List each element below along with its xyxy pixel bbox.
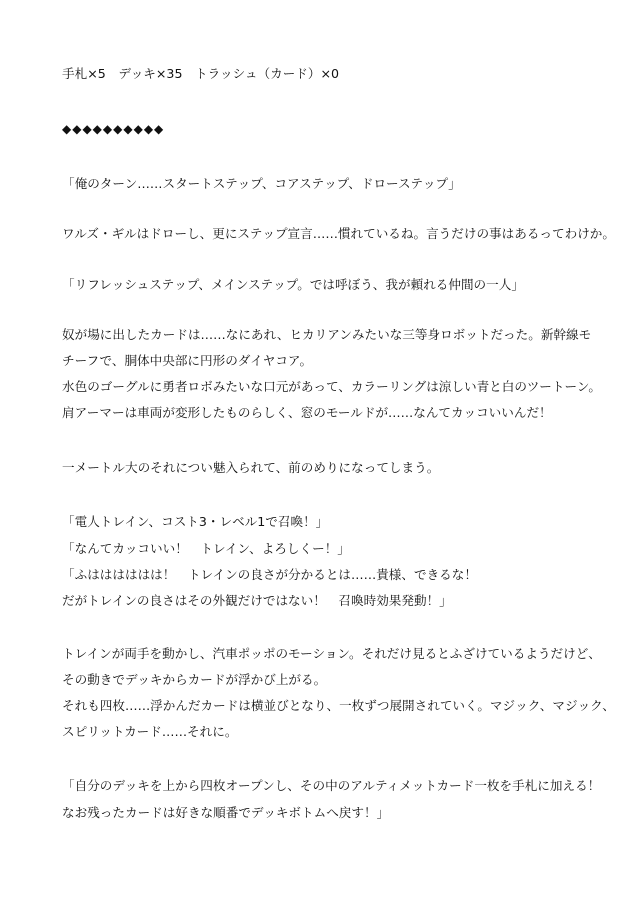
text-line: それも四枚……浮かんだカードは横並びとなり、一枚ずつ展開されていく。マジック、マジック、	[62, 698, 615, 713]
text-line: 「自分のデッキを上から四枚オープンし、その中のアルティメットカード一枚を手札に加える！	[62, 778, 601, 793]
text-line: だがトレインの良さはその外観だけではない！ 召喚時効果発動！」	[62, 593, 452, 608]
text-line: チーフで、胴体中央部に円形のダイヤコア。	[62, 353, 313, 368]
text-line: なお残ったカードは好きな順番でデッキボトムへ戻す！」	[62, 805, 390, 820]
text-line: 「ふはははははは！ トレインの良さが分かるとは……貴様、できるな！	[62, 567, 477, 582]
text-line: 一メートル大のそれについ魅入られて、前のめりになってしまう。	[62, 460, 440, 475]
hand-deck-trash-status: 手札×5 デッキ×35 トラッシュ（カード）×0	[62, 66, 340, 81]
text-line: ワルズ・ギルはドローし、更にステップ宣言……慣れているね。言うだけの事はあるってわけか。	[62, 226, 615, 241]
text-line: スピリットカード……それに。	[62, 724, 238, 739]
text-line: トレインが両手を動かし、汽車ポッポのモーション。それだけ見るとふざけているようだけど、	[62, 646, 601, 661]
text-line: 奴が場に出したカードは……なにあれ、ヒカリアンみたいな三等身ロボットだった。新幹線モ	[62, 327, 592, 342]
text-line: 肩アーマーは車両が変形したものらしく、窓のモールドが……なんてカッコいいんだ！	[62, 405, 552, 420]
text-line: 水色のゴーグルに勇者ロボみたいな口元があって、カラーリングは涼しい青と白のツートーン。	[62, 379, 602, 394]
scene-divider: ◆◆◆◆◆◆◆◆◆◆	[62, 122, 165, 136]
text-line: 「リフレッシュステップ、メインステップ。では呼ぼう、我が頼れる仲間の一人」	[62, 277, 524, 292]
text-line: 「電人トレイン、コスト3・レベル1で召喚！」	[62, 514, 329, 529]
text-line: 「俺のターン……スタートステップ、コアステップ、ドローステップ」	[62, 176, 461, 191]
text-line: その動きでデッキからカードが浮かび上がる。	[62, 672, 327, 687]
text-line: 「なんてカッコいい！ トレイン、よろしくー！」	[62, 541, 350, 556]
